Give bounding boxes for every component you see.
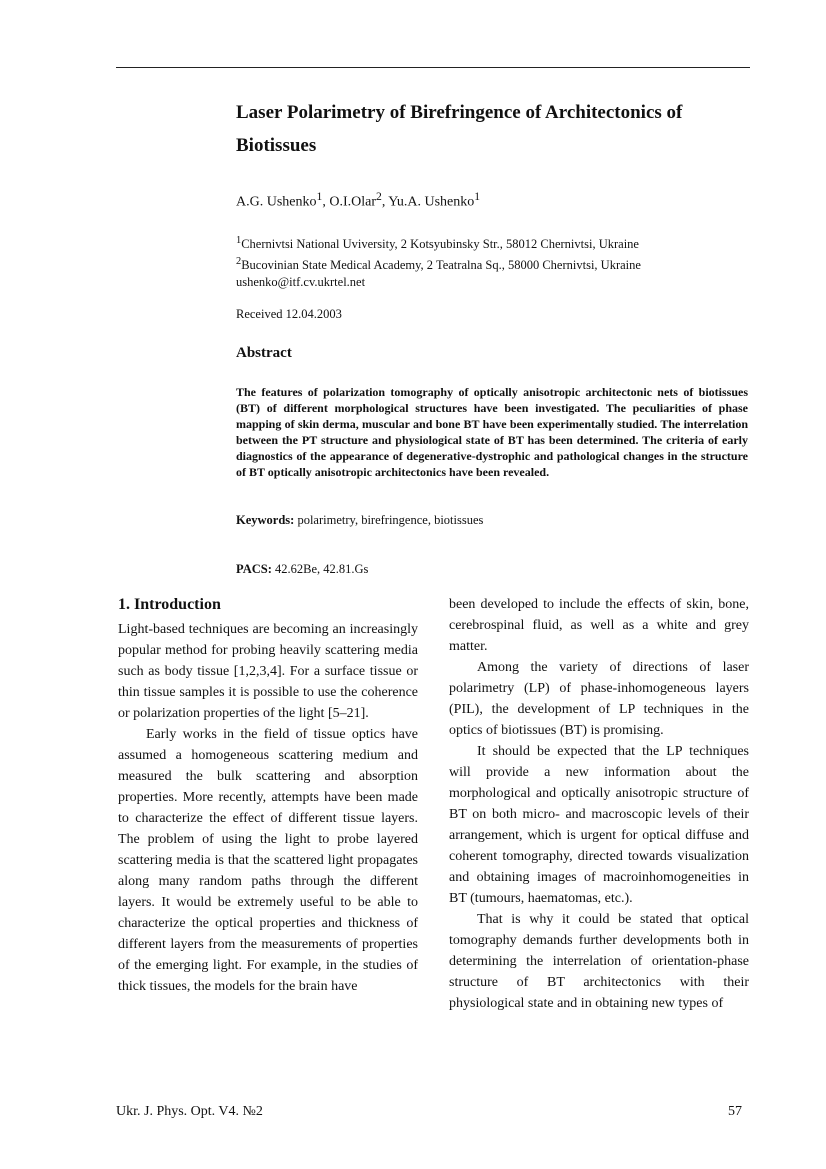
body-column-right — [449, 594, 749, 1014]
affil-text: Chernivtsi National Uviversity, 2 Kotsyubinsky Str., 58012 Chernivtsi, Ukraine — [241, 237, 639, 252]
paragraph: That is why it could be stated that optical tomography demands further developments both in determining the interrelation of orientation-phase structure of BT architectonics with their physiological state and in obtaining new types of — [449, 912, 749, 1011]
keywords-value: polarimetry, birefringence, biotissues — [294, 513, 484, 527]
author-list — [236, 190, 480, 211]
author-name: O.I.Olar — [329, 194, 376, 210]
paragraph: Light-based techniques are becoming an increasingly popular method for probing heavily scattering media such as body tissue [1,2,3,4]. For a surface tissue or thin tissue samples it is possible to use the coherence or polarization properties of the light [5–21]. — [118, 622, 418, 721]
author-name: Yu.A. Ushenko — [388, 194, 475, 210]
paragraph: It should be expected that the LP techniques will provide a new information about the morphological and optically anisotropic structure of BT on both micro- and macroscopic levels of their arrangement, which is urgent for optical diffuse and coherent tomography, directed towards visualization and obtaining images of macroinhomogeneities in BT (tumours, haematomas, etc.). — [449, 744, 749, 906]
pacs-codes — [236, 562, 368, 577]
body-column-left — [118, 594, 418, 997]
abstract-heading: Abstract — [236, 345, 292, 361]
header-rule — [116, 67, 750, 68]
paragraph: been developed to include the effects of skin, bone, cerebrospinal fluid, as well as a white and grey matter. — [449, 597, 749, 654]
pacs-value: 42.62Be, 42.81.Gs — [271, 562, 369, 576]
author-name: A.G. Ushenko — [236, 194, 317, 210]
keywords-label: Keywords: — [236, 513, 295, 527]
paragraph: Early works in the field of tissue optics have assumed a homogeneous scattering medium and measured the bulk scattering and absorption properties. More recently, attempts have been made to characterize the effect of different tissue layers. The problem of using the light to probe layered scattering media is that the scattered light propagates along many random paths through the different layers. It would be extremely useful to be able to characterize the optical properties and thickness of different layers from the measurements of properties of the emerging light. For example, in the studies of thick tissues, the models for the brain have — [118, 727, 418, 994]
author-affil-mark: 1 — [474, 190, 481, 203]
affil-mark: 2 — [236, 256, 242, 268]
author-affil-mark: 1 — [316, 190, 323, 203]
journal-reference: Ukr. J. Phys. Opt. V4. №2 — [116, 1104, 263, 1119]
keywords — [236, 513, 483, 528]
author-affil-mark: 2 — [375, 190, 382, 203]
pacs-label: PACS: — [236, 562, 272, 576]
paper-title: Laser Polarimetry of Birefringence of Architectonics of Biotissues — [236, 102, 683, 156]
paragraph: Among the variety of directions of laser polarimetry (LP) of phase-inhomogeneous layers (PIL), the development of LP techniques in the optics of biotissues (BT) is promising. — [449, 660, 749, 738]
contact-email[interactable]: ushenko@itf.cv.ukrtel.net — [236, 275, 366, 290]
abstract-text: The features of polarization tomography of optically anisotropic architectonic nets of biotissues (BT) of different morphological structures have been investigated. The peculiarities of phase mapping of skin derma, muscular and bone BT have been experimentally studied. The interrelation between the PT structure and physiological state of BT has been determined. The criteria of early diagnostics of the appearance of degenerative-dystrophic and pathological changes in the structure of BT optically anisotropic architectonics have been revealed. — [236, 385, 748, 479]
affiliation-1 — [236, 232, 641, 253]
author-separator: , — [322, 194, 330, 210]
author-separator: , — [381, 194, 389, 210]
affil-mark: 1 — [236, 235, 242, 246]
section-heading: 1. Introduction — [118, 596, 221, 613]
affiliations — [236, 232, 641, 291]
page-number: 57 — [728, 1104, 742, 1119]
received-date: Received 12.04.2003 — [236, 307, 342, 321]
affil-text: Bucovinian State Medical Academy, 2 Teatralna Sq., 58000 Chernivtsi, Ukraine — [241, 258, 641, 273]
affiliation-2 — [236, 253, 641, 274]
